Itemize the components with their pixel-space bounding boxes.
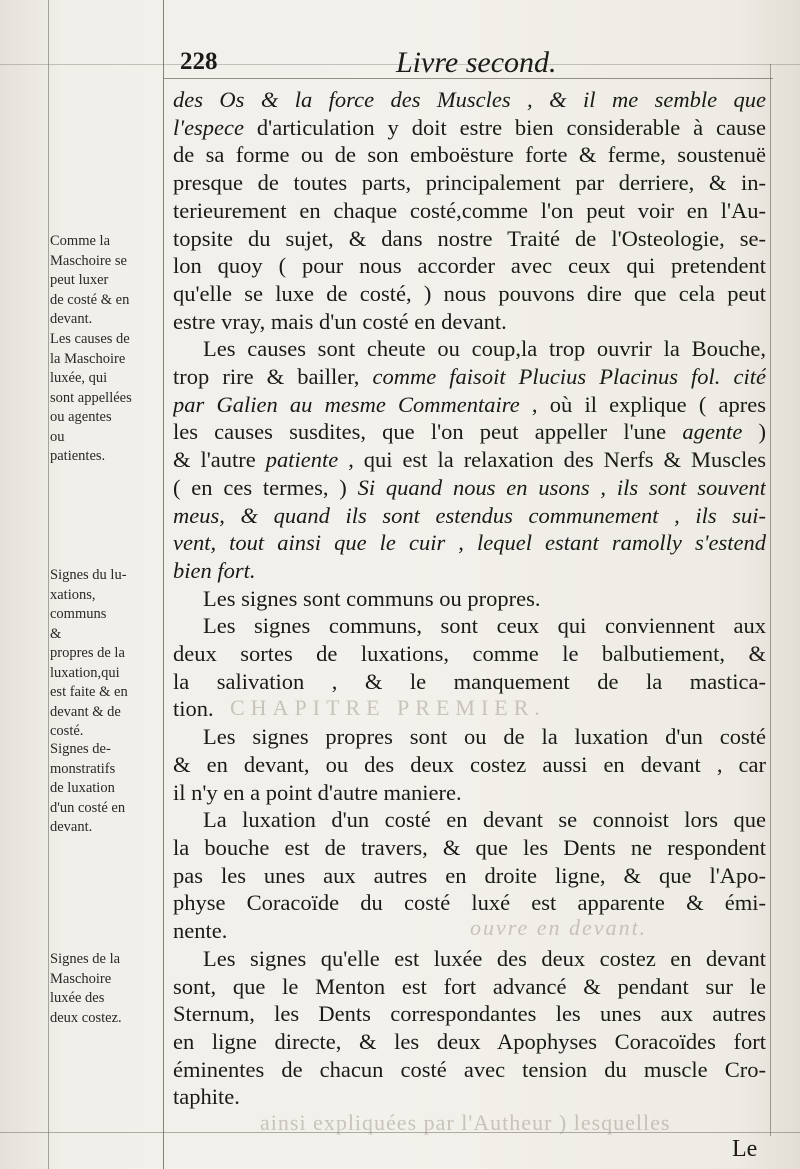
roman-run: La luxation d'un costé en devant se connoist lors que	[203, 807, 766, 833]
text-line	[173, 723, 766, 751]
roman-run: de sa forme ou de son emboësture forte & ferme, soustenuë	[173, 142, 766, 168]
roman-run: nente.	[173, 918, 228, 944]
margin-note	[50, 740, 160, 838]
margin-note-line: luxation,qui	[50, 664, 120, 681]
italic-run: comme faisoit Plucius Placinus fol. cité	[372, 364, 766, 390]
margin-note-line: &	[50, 625, 62, 642]
margin-note-line: sont appellées	[50, 389, 132, 406]
text-line	[173, 945, 766, 973]
roman-run: éminentes de chacun costé avec tension du muscle Cro-	[173, 1056, 766, 1082]
show-through-text: ouvre en devant.	[470, 915, 648, 940]
margin-note-line: monstratifs	[50, 760, 116, 777]
roman-run: d'articulation y doit estre bien considerable à cause	[244, 114, 766, 140]
margin-note	[50, 330, 160, 467]
text-rule-right	[770, 64, 771, 1136]
roman-run: estre vray, mais d'un costé en devant.	[173, 308, 507, 334]
roman-run: la bouche est de travers, & que les Dents ne respondent	[173, 834, 766, 860]
text-line	[173, 1083, 766, 1111]
margin-note-line: Signes de la	[50, 951, 121, 967]
margin-rule-inner	[163, 0, 164, 1169]
roman-run: la salivation , & le manquement de la mastica-	[173, 668, 766, 694]
roman-run: & en devant, ou des deux costez aussi en devant , car	[173, 751, 766, 777]
roman-run: Les causes sont cheute ou coup,la trop ouvrir la Bouche,	[203, 336, 766, 362]
text-line	[173, 640, 766, 668]
margin-note-line: Comme la	[50, 233, 111, 249]
text-line	[173, 806, 766, 834]
italic-run: des Os & la force des Muscles , & il me semble que	[173, 87, 766, 112]
italic-run: vent, tout ainsi que le cuir , lequel estant ramolly s'estend	[173, 530, 766, 556]
roman-run: topsite du sujet, & dans nostre Traité de l'Osteologie, se-	[173, 225, 766, 251]
roman-run: , qui est la relaxation des Nerfs & Muscles	[338, 447, 766, 473]
margin-note-line: ou agentes	[50, 409, 112, 425]
text-line	[173, 169, 766, 197]
roman-run: , où il explique ( apres	[519, 391, 766, 417]
text-line	[173, 557, 766, 585]
margin-note-line: Maschoire	[50, 970, 112, 987]
text-line	[173, 1000, 766, 1028]
margin-note-line: devant.	[50, 819, 93, 835]
show-through-text: CHAPITRE PREMIER.	[230, 695, 546, 720]
text-line	[173, 225, 766, 253]
roman-run: qu'elle se luxe de costé, ) nous pouvons dire que cela peut	[173, 280, 766, 306]
text-line	[173, 751, 766, 779]
roman-run: Sternum, les Dents correspondantes les unes aux autres	[173, 1001, 766, 1027]
roman-run: sont, que le Menton est fort advancé & pendant sur le	[173, 973, 766, 999]
roman-run: Les signes sont communs ou propres.	[203, 585, 541, 611]
text-line	[173, 197, 766, 225]
italic-run: bien fort.	[173, 557, 256, 583]
margin-note-line: d'un costé en	[50, 799, 126, 816]
roman-run: lon quoy ( pour nous accorder avec ceux qui pretendent	[173, 253, 766, 279]
margin-note-line: patientes.	[50, 448, 106, 464]
margin-note	[50, 232, 160, 330]
roman-run: terieurement en chaque costé,comme l'on peut voir en l'Au-	[173, 197, 766, 223]
italic-run: l'espece	[173, 114, 245, 140]
text-line	[173, 695, 766, 723]
roman-run: en ligne directe, & les deux Apophyses Coracoïdes fort	[173, 1028, 766, 1054]
margin-note	[50, 566, 160, 742]
text-line	[173, 280, 766, 308]
margin-note	[50, 950, 160, 1028]
text-line	[173, 141, 766, 169]
text-line	[173, 889, 766, 917]
text-line	[173, 834, 766, 862]
text-line	[173, 418, 766, 446]
margin-note-line: la Maschoire	[50, 350, 126, 367]
roman-run: Les signes communs, sont ceux qui conviennent aux	[203, 613, 766, 639]
text-line	[173, 585, 766, 613]
text-line	[173, 612, 766, 640]
catchword: Le	[732, 1136, 758, 1162]
text-line	[173, 1028, 766, 1056]
text-line	[173, 446, 766, 474]
text-line	[173, 308, 766, 336]
roman-run: deux sortes de luxations, comme le balbutiement, &	[173, 641, 766, 667]
italic-run: meus, & quand ils sont estendus communement , ils sui-	[173, 502, 766, 528]
margin-note-line: de costé & en	[50, 291, 130, 308]
italic-run: patiente	[265, 447, 339, 473]
roman-run: pas les unes aux autres en droite ligne, & que l'Apo-	[173, 862, 766, 888]
roman-run: trop rire & bailler,	[173, 364, 373, 390]
margin-rule-left	[48, 0, 49, 1169]
page-number: 228	[180, 48, 218, 75]
margin-note-line: Signes de-	[50, 741, 111, 757]
text-line	[173, 917, 766, 945]
roman-run: & l'autre	[173, 447, 266, 473]
text-line	[173, 1056, 766, 1084]
margin-note-line: Maschoire se	[50, 252, 127, 269]
margin-note-line: xations,	[50, 586, 96, 603]
italic-run: Si quand nous en usons , ils sont souvent	[357, 474, 766, 500]
running-title: Livre second.	[396, 46, 557, 79]
roman-run: il n'y en a point d'autre maniere.	[173, 779, 462, 805]
margin-note-line: luxée des	[50, 990, 105, 1006]
roman-run: presque de toutes parts, principalement par derriere, & in-	[173, 170, 766, 196]
text-line	[173, 363, 766, 391]
text-line	[173, 335, 766, 363]
roman-run: Les signes propres sont ou de la luxation d'un costé	[203, 724, 766, 750]
body-text	[173, 86, 766, 1111]
roman-run: )	[742, 419, 766, 445]
roman-run: les causes susdites, que l'on peut appeller l'une	[173, 419, 683, 445]
text-line	[173, 502, 766, 530]
italic-run: agente	[682, 419, 743, 445]
text-line	[173, 862, 766, 890]
margin-note-line: propres de la	[50, 645, 125, 661]
roman-run: Les signes qu'elle est luxée des deux costez en devant	[203, 945, 766, 971]
italic-run: par Galien au mesme Commentaire	[173, 391, 520, 417]
margin-note-line: deux costez.	[50, 1009, 122, 1026]
text-line	[173, 114, 766, 142]
text-line	[173, 779, 766, 807]
text-line	[173, 391, 766, 419]
text-line	[173, 252, 766, 280]
margin-note-line: peut luxer	[50, 272, 109, 288]
text-line	[173, 973, 766, 1001]
roman-run: physe Coracoïde du costé luxé est apparente & émi-	[173, 890, 766, 916]
text-line	[173, 86, 766, 114]
roman-run: tion.	[173, 696, 214, 722]
margin-note-line: costé.	[50, 723, 84, 739]
roman-run: ( en ces termes, )	[173, 474, 358, 500]
show-through-text: ainsi expliquées par l'Autheur ) lesquelles	[260, 1110, 671, 1135]
margin-note-line: Les causes de	[50, 331, 130, 347]
margin-note-line: de luxation	[50, 780, 115, 796]
margin-note-line: ou	[50, 428, 65, 445]
roman-run: taphite.	[173, 1084, 240, 1110]
margin-note-line: luxée, qui	[50, 370, 108, 386]
margin-note-line: est faite & en	[50, 684, 128, 700]
text-line	[173, 474, 766, 502]
margin-note-line: devant.	[50, 311, 93, 327]
margin-note-line: communs	[50, 606, 107, 622]
text-line	[173, 529, 766, 557]
margin-note-line: devant & de	[50, 703, 121, 720]
margin-note-line: Signes du lu-	[50, 567, 127, 583]
text-line	[173, 668, 766, 696]
page-header	[160, 44, 780, 80]
